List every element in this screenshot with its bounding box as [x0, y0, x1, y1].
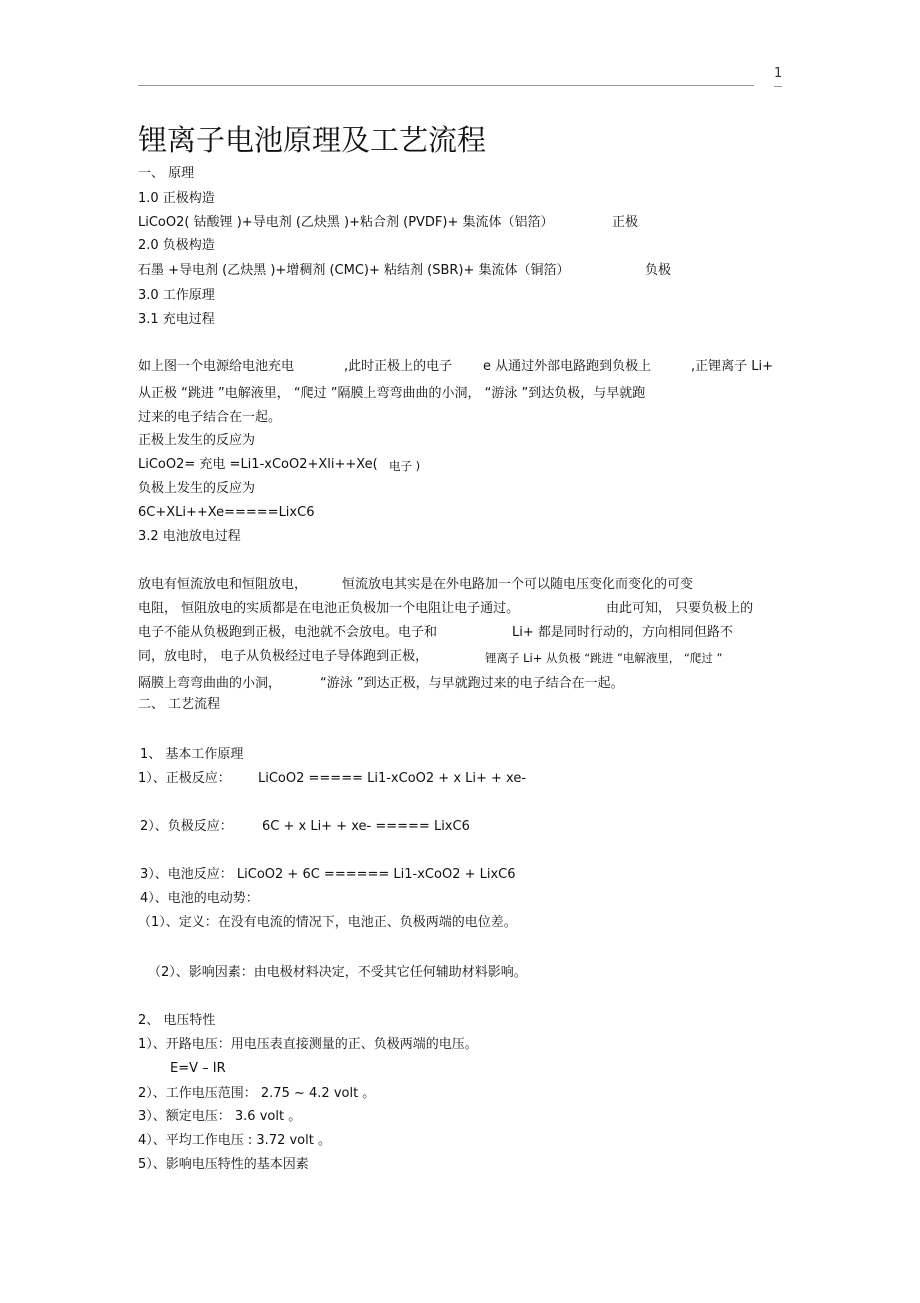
paragraph-text: 放电有恒流放电和恒阻放电， [138, 577, 308, 592]
equation-cathode-charge-note: 电子 ) [389, 459, 421, 473]
paragraph-text: 由此可知， 只要负极上的 [606, 601, 754, 616]
item-cathode-reaction-label: 1）、正极反应： [138, 771, 231, 786]
paragraph-text: 过来的电子结合在一起。 [138, 410, 282, 425]
subheading-basic-principle: 1、 基本工作原理 [140, 747, 244, 762]
item-open-circuit-voltage: 1）、开路电压：用电压表直接测量的正、负极两端的电压。 [138, 1037, 478, 1052]
item-cell-reaction: 3）、电池反应： LiCoO2 + 6C ====== Li1-xCoO2 + LixC6 [140, 867, 516, 882]
paragraph-text: 同，放电时， 电子从负极经过电子导体跑到正极， [138, 649, 429, 664]
item-voltage-factors: 5）、影响电压特性的基本因素 [138, 1157, 309, 1172]
item-working-voltage-range: 2）、工作电压范围： 2.75 ~ 4.2 volt 。 [138, 1086, 376, 1101]
subheading-working-principle: 3.0 工作原理 [138, 288, 215, 303]
paragraph-text: 从正极 “跳进 ”电解液里， “爬过 ”隔膜上弯弯曲曲的小洞， “游泳 ”到达负极，与早就跑 [138, 386, 646, 401]
item-rated-voltage: 3）、额定电压： 3.6 volt 。 [138, 1109, 302, 1124]
paragraph-text: 电阻， 恒阻放电的实质都是在电池正负极加一个电阻让电子通过。 [138, 601, 520, 616]
document-title: 锂离子电池原理及工艺流程 [138, 123, 487, 157]
subheading-anode-structure: 2.0 负极构造 [138, 238, 215, 253]
paragraph-text: 如上图一个电源给电池充电 [138, 359, 295, 374]
item-emf-factors: （2）、影响因素：由电极材料决定，不受其它任何辅助材料影响。 [148, 965, 527, 980]
section-heading-process: 二、 工艺流程 [138, 697, 221, 712]
paragraph-text: 锂离子 Li+ 从负极 “跳进 ”电解液里， “爬过 ” [485, 651, 723, 665]
paragraph-text: 正极上发生的反应为 [138, 433, 256, 448]
item-anode-reaction-label: 2）、负极反应： [140, 819, 233, 834]
equation-voltage: E=V – IR [170, 1061, 226, 1076]
item-average-voltage: 4）、平均工作电压 : 3.72 volt 。 [138, 1133, 331, 1148]
item-cathode-reaction-equation: LiCoO2 ===== Li1-xCoO2 + x Li+ + xe- [258, 771, 527, 786]
paragraph-text: 电子不能从负极跑到正极，电池就不会放电。电子和 [138, 625, 438, 640]
paragraph-text: 隔膜上弯弯曲曲的小洞， [138, 676, 282, 691]
anode-label: 负极 [645, 263, 672, 278]
item-emf-definition: （1）、定义：在没有电流的情况下，电池正、负极两端的电位差。 [138, 915, 517, 930]
page-number-underline [774, 86, 782, 87]
section-heading-principle: 一、 原理 [138, 166, 195, 181]
paragraph-text: 恒流放电其实是在外电路加一个可以随电压变化而变化的可变 [342, 577, 694, 592]
item-emf: 4）、电池的电动势： [140, 891, 259, 906]
page-number: 1 [774, 66, 783, 81]
cathode-label: 正极 [612, 215, 639, 230]
subheading-cathode-structure: 1.0 正极构造 [138, 191, 215, 206]
item-anode-reaction-equation: 6C + x Li+ + xe- ===== LixC6 [262, 819, 470, 834]
header-rule [138, 85, 754, 86]
subheading-voltage-characteristics: 2、 电压特性 [138, 1013, 216, 1028]
subheading-discharging: 3.2 电池放电过程 [138, 529, 241, 544]
paragraph-text: ,正锂离子 Li+ [691, 359, 774, 374]
paragraph-text: e 从通过外部电路跑到负极上 [483, 359, 652, 374]
cathode-composition: LiCoO2( 钴酸锂 )+导电剂 (乙炔黑 )+粘合剂 (PVDF)+ 集流体（铝箔） [138, 215, 554, 230]
paragraph-text: 负极上发生的反应为 [138, 481, 256, 496]
paragraph-text: “游泳 ”到达正极，与早就跑过来的电子结合在一起。 [320, 676, 624, 691]
subheading-charging: 3.1 充电过程 [138, 312, 215, 327]
anode-composition: 石墨 +导电剂 (乙炔黑 )+增稠剂 (CMC)+ 粘结剂 (SBR)+ 集流体（铜箔） [138, 263, 570, 278]
equation-cathode-charge: LiCoO2= 充电 =Li1-xCoO2+Xli++Xe( [138, 457, 378, 472]
equation-anode-charge: 6C+XLi++Xe=====LixC6 [138, 505, 315, 520]
paragraph-text: Li+ 都是同时行动的，方向相同但路不 [512, 625, 733, 640]
paragraph-text: ,此时正极上的电子 [344, 359, 453, 374]
